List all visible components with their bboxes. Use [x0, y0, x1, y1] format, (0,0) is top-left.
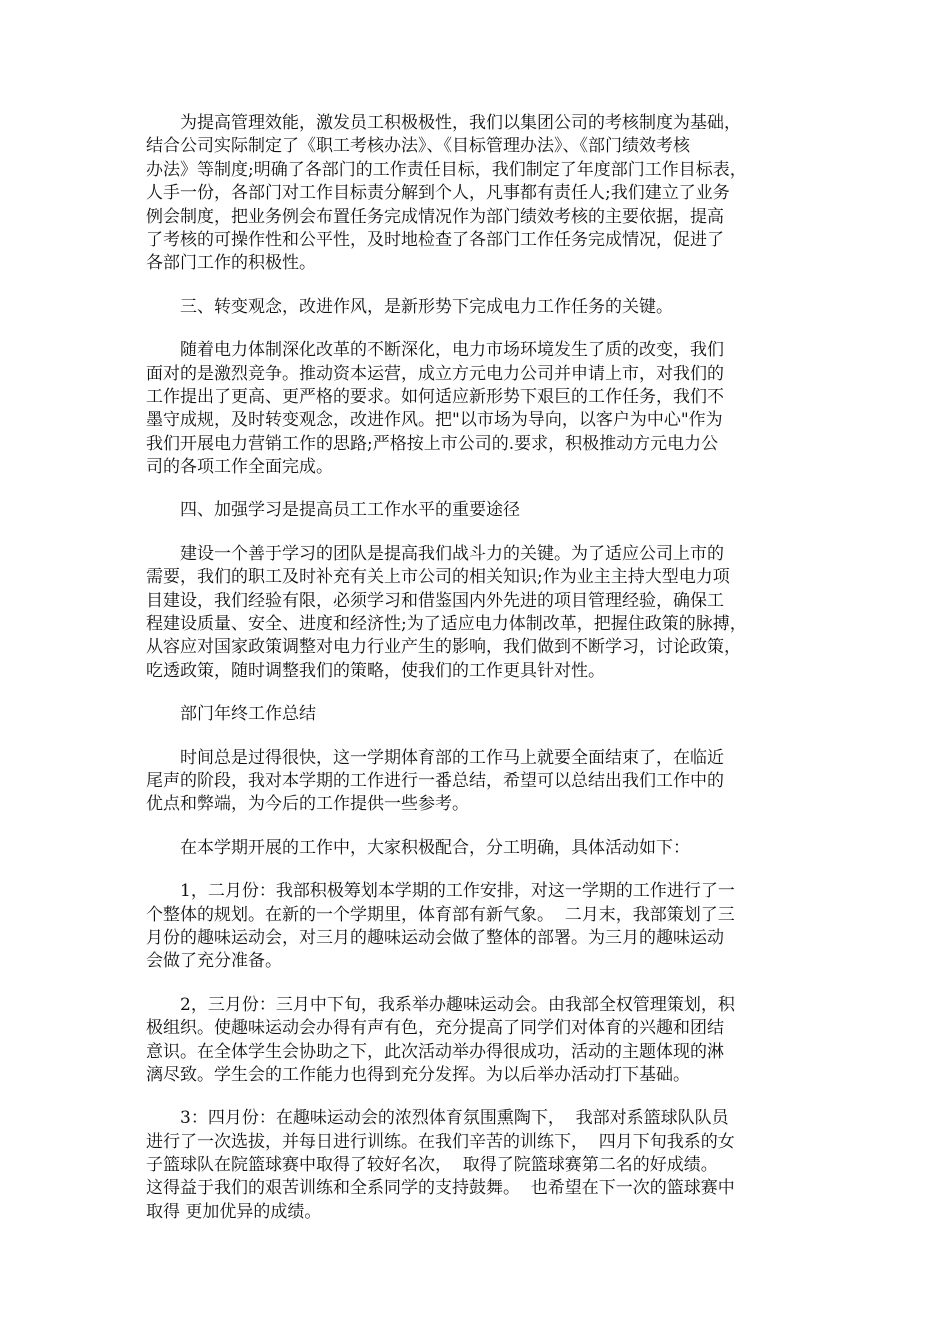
text-line: 墨守成规，及时转变观念，改进作风。把"以市场为导向，以客户为中心"作为 [146, 410, 723, 431]
text-line: 了考核的可操作性和公平性，及时地检查了各部门工作任务完成情况，促进了 [146, 229, 724, 250]
text-line: 这得益于我们的艰苦训练和全系同学的支持鼓舞。 也希望在下一次的篮球赛中 [146, 1178, 735, 1199]
paragraph-activities-intro [146, 837, 806, 860]
text-line: 会做了充分准备。 [146, 951, 282, 972]
section-heading-year-end [146, 703, 806, 726]
text-line: 目建设，我们经验有限，必须学习和借鉴国内外先进的项目管理经验，确保工 [146, 590, 724, 611]
text-line: 面对的是激烈竞争。推动资本运营，成立方元电力公司并申请上市，对我们的 [146, 363, 724, 384]
heading-text: 三、转变观念，改进作风，是新形势下完成电力工作任务的关键。 [180, 296, 673, 317]
text-line: 优点和弊端，为今后的工作提供一些参考。 [146, 794, 469, 815]
text-line: 极组织。使趣味运动会办得有声有色，充分提高了同学们对体育的兴趣和团结 [146, 1018, 724, 1039]
paragraph-april [146, 1107, 806, 1224]
text-line: 漓尽致。学生会的工作能力也得到充分发挥。为以后举办活动打下基础。 [146, 1064, 690, 1085]
paragraph-intro [146, 747, 806, 817]
text-line: 我们开展电力营销工作的思路;严格按上市公司的.要求，积极推动方元电力公 [146, 433, 719, 454]
text-line: 进行了一次选拔，并每日进行训练。在我们辛苦的训练下， 四月下旬我系的女 [146, 1131, 735, 1152]
text-line: 个整体的规划。在新的一个学期里，体育部有新气象。 二月末，我部策划了三 [146, 904, 735, 925]
heading-text: 部门年终工作总结 [180, 704, 316, 725]
paragraph-assessment-system [146, 112, 806, 276]
text-line: 司的各项工作全面完成。 [146, 457, 333, 478]
text-line: 1，二月份：我部积极筹划本学期的工作安排，对这一学期的工作进行了一 [180, 881, 735, 902]
paragraph-learning [146, 543, 806, 683]
text-line: 2，三月份：三月中下旬，我系举办趣味运动会。由我部全权管理策划，积 [180, 994, 735, 1015]
text-line: 从容应对国家政策调整对电力行业产生的影响，我们做到不断学习，讨论政策， [146, 637, 741, 658]
text-line: 办法》等制度;明确了各部门的工作责任目标，我们制定了年度部门工作目标表， [146, 159, 747, 180]
text-line: 程建设质量、安全、进度和经济性;为了适应电力体制改革，把握住政策的脉搏， [146, 614, 747, 635]
text-line: 月份的趣味运动会，对三月的趣味运动会做了整体的部署。为三月的趣味运动 [146, 927, 724, 948]
text-line: 在本学期开展的工作中，大家积极配合，分工明确，具体活动如下： [180, 837, 690, 858]
text-line: 取得 更加优异的成绩。 [146, 1201, 322, 1222]
heading-text: 四、加强学习是提高员工工作水平的重要途径 [180, 500, 520, 521]
text-line: 例会制度，把业务例会布置任务完成情况作为部门绩效考核的主要依据，提高 [146, 206, 724, 227]
text-line: 结合公司实际制定了《职工考核办法》、《目标管理办法》、《部门绩效考核 [146, 136, 690, 157]
text-line: 为提高管理效能，激发员工积极极性，我们以集团公司的考核制度为基础， [180, 113, 741, 133]
text-line: 随着电力体制深化改革的不断深化，电力市场环境发生了质的改变，我们 [180, 340, 724, 361]
text-line: 3：四月份：在趣味运动会的浓烈体育氛围熏陶下， 我部对系篮球队队员 [180, 1108, 729, 1129]
text-line: 需要，我们的职工及时补充有关上市公司的相关知识;作为业主主持大型电力项 [146, 567, 730, 588]
text-line: 时间总是过得很快，这一学期体育部的工作马上就要全面结束了，在临近 [180, 747, 724, 768]
text-line: 吃透政策，随时调整我们的策略，使我们的工作更具针对性。 [146, 660, 605, 681]
text-line: 人手一份，各部门对工作目标责分解到个人，凡事都有责任人;我们建立了业务 [146, 183, 730, 204]
paragraph-february [146, 880, 806, 974]
paragraph-reform [146, 339, 806, 479]
document-page [146, 112, 806, 1244]
text-line: 建设一个善于学习的团队是提高我们战斗力的关键。为了适应公司上市的 [180, 543, 724, 564]
paragraph-march [146, 994, 806, 1088]
text-line: 意识。在全体学生会协助之下，此次活动举办得很成功，活动的主题体现的淋 [146, 1041, 724, 1062]
text-line: 子篮球队在院篮球赛中取得了较好名次， 取得了院篮球赛第二名的好成绩。 [146, 1155, 718, 1176]
text-line: 各部门工作的积极性。 [146, 253, 316, 274]
text-line: 尾声的阶段，我对本学期的工作进行一番总结，希望可以总结出我们工作中的 [146, 770, 724, 791]
section-heading-3 [146, 296, 806, 319]
text-line: 工作提出了更高、更严格的要求。如何适应新形势下艰巨的工作任务，我们不 [146, 386, 724, 407]
section-heading-4 [146, 499, 806, 522]
